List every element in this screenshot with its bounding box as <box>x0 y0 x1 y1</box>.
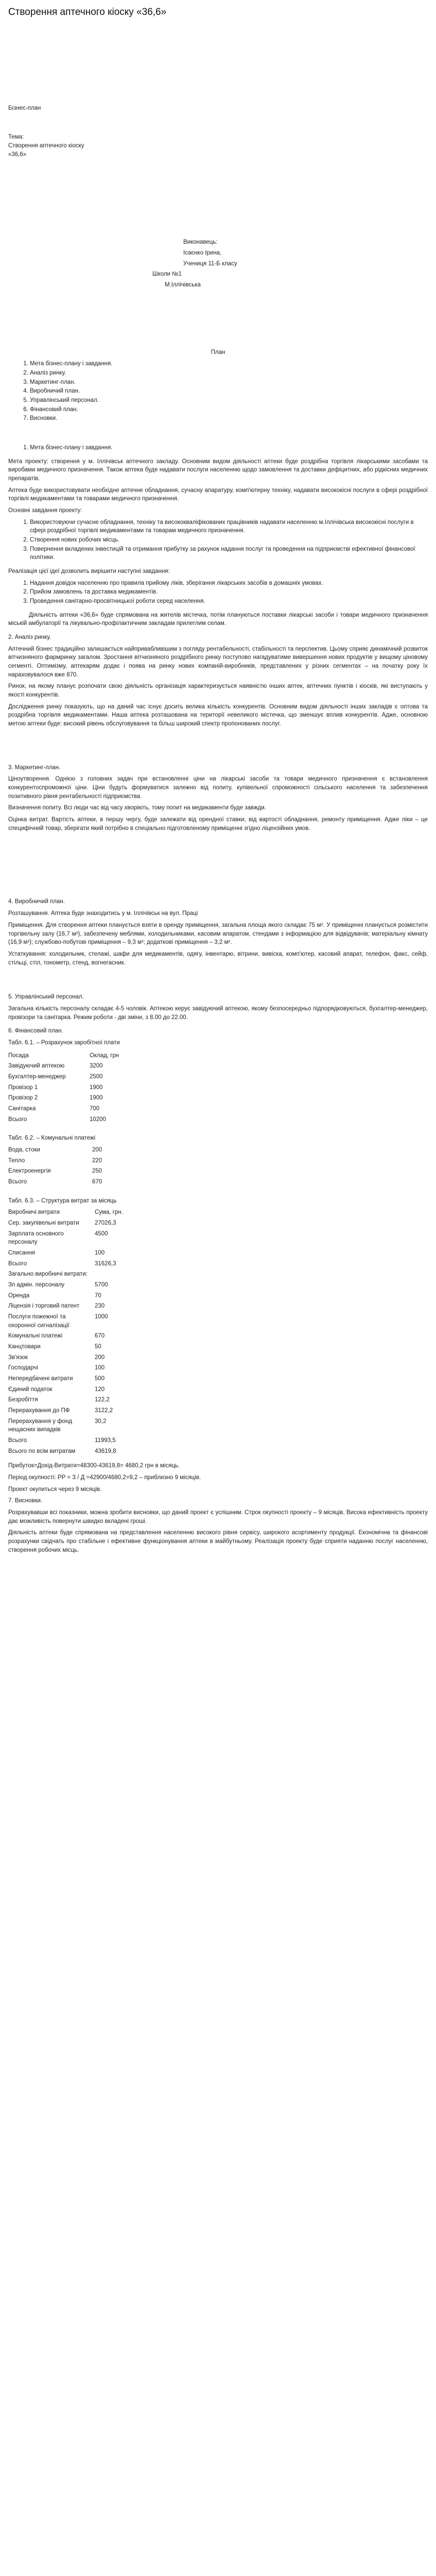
table-cell: 122,2 <box>95 1397 110 1403</box>
table-header-row <box>8 1050 123 1061</box>
table-cell: Сума, грн. <box>95 1209 123 1216</box>
table-row <box>8 1331 127 1342</box>
section4-paragraph: Розташування. Аптека буде знаходитись у м. Іллічівськ на вул. Праці <box>8 910 198 917</box>
section3-paragraph: Ціноутворення. Однією з головних задач при встановленні ціни на лікарські засоби та товари медичного призначення є встановлення конкурентоспроможної ціни. Ціни будуть формуватися залежно від попиту, купівельної спроможності сільського населення та забезпечення позитивного рівня рентабельності підприємства. <box>8 776 428 800</box>
table-row <box>8 1072 123 1082</box>
section7-paragraph: Діяльність аптеки буде спрямована на представлення населенню високого рівня сервісу, широкого асортименту продукції. Економічна та фінансові розрахунки свідчать про стабільне і ефективне функціонування аптеки в майбутньому. Реалізація проекту буде сприяти наданню послуг населенню, створення робочих місць. <box>8 1530 428 1553</box>
table-row <box>8 1259 127 1269</box>
table-row <box>8 1145 106 1156</box>
table-cell: Електроенергія <box>8 1168 51 1175</box>
table-cell: 670 <box>95 1333 105 1340</box>
table-cell: 1900 <box>90 1084 103 1091</box>
table-cell: Комунальні платежі <box>8 1333 63 1340</box>
table-cell: Зарплата основного персоналу <box>8 1230 64 1246</box>
section1-realization-list <box>8 579 428 606</box>
table-cell: 100 <box>95 1365 105 1371</box>
section2-paragraph: Аптечний бізнес традиційно залишається найпривабливішим з погляду рентабельності, стабільності та перспектив. Цьому сприяє динамічний розвиток вітчизняного фармринку загалом. Зростання вітчизняного роздрібного ринку поступово нагадуватиме вивершення нових продуктів у вищому ціновому сегменті. Оптимізму, аптекарям додає і поява на ринку нових компаній-виробників, представлених у різних сегментах – на початку року їх нараховувалося вже 870. <box>8 646 428 678</box>
section1-paragraph: Аптека буде використовувати необхідне аптечне обладнання, сучасну апаратуру, комп'ютерну техніку, надавати висококісні послуги в сфері роздрібної торгівлі медикаментами та товарами медичного призначення. <box>8 487 428 502</box>
table-row <box>8 1156 106 1166</box>
table-row <box>8 1061 123 1072</box>
table-cell: 3122,2 <box>95 1408 113 1414</box>
table-cell: 220 <box>92 1157 102 1164</box>
cover-kind: Бізнес-план <box>8 105 41 111</box>
table-cell: Перерахування до ПФ <box>8 1408 70 1414</box>
section7-paragraph: Розрахувавши всі показники, можна зробити висновки, що даний проект є успішним. Строк окупності проекту – 9 місяців. Висока ефективність проекту дає можливість повернути швидко вкладені гроші. <box>8 1510 428 1524</box>
cover-topic-label: Тема: <box>8 134 24 141</box>
section3-paragraph: Визначення попиту. Всі люди час від часу хворіють, тому попит на медикаменти буде завжди. <box>8 805 266 811</box>
utilities-table <box>8 1145 106 1188</box>
table-row <box>8 1435 127 1446</box>
table-cell: 11993,5 <box>95 1437 116 1444</box>
table-cell: Всього по всім витратам <box>8 1448 76 1454</box>
salary-table <box>8 1050 123 1125</box>
author-name: Ісаєнко Ірина, <box>183 249 222 256</box>
table-cell: 31626,3 <box>95 1260 116 1267</box>
table-row <box>8 1352 127 1363</box>
section1-tasks-list <box>8 518 428 562</box>
table-cell: 200 <box>92 1146 102 1153</box>
author-class: Учениця 11-Б класу <box>183 260 237 267</box>
table-row <box>8 1395 127 1405</box>
plan-heading: План <box>211 349 225 355</box>
section1-realization-item: 2. Прийом замовлень та доставка медикаментів. <box>30 588 428 597</box>
table-cell: 70 <box>95 1292 101 1299</box>
table-cell: Всього <box>8 1116 27 1123</box>
table-row <box>8 1104 123 1114</box>
section4-paragraph: Устаткування: холодильник, стелажі, шафи для медикаментів, одягу, інвентарю, вітрини, вивіска, комп'ютер, касовий апарат, телефон, факс, сейф, стільці, стіл, тонометр, стенд, вогнегасник. <box>8 951 428 966</box>
payback-line: Період окупності: PP = З / Д =42900/4680,2=9,2 – приблизно 9 місяців. <box>8 1475 201 1481</box>
table-row <box>8 1363 127 1374</box>
table-row <box>8 1177 106 1188</box>
plan-item: 1. Мета бізнес-плану і завдання. <box>30 360 428 368</box>
table-row <box>8 1342 127 1352</box>
table-row <box>8 1416 127 1435</box>
plan-item: 7. Висновки. <box>30 414 428 423</box>
section2-heading: 2. Аналіз ринку. <box>8 634 51 641</box>
table-cell: 1000 <box>95 1314 108 1320</box>
table-cell: 3200 <box>90 1063 103 1070</box>
table-cell: 1900 <box>90 1095 103 1101</box>
plan-item: 2. Аналіз ринку. <box>30 369 428 378</box>
table-cell: 2500 <box>90 1073 103 1080</box>
table-cell: Провізор 1 <box>8 1084 38 1091</box>
table-cell: 250 <box>92 1168 102 1175</box>
section3-heading: 3. Маркетинг-план. <box>8 764 61 771</box>
table-subheading-row <box>8 1269 127 1280</box>
table-row <box>8 1301 127 1312</box>
section1-task: 3. Повернення вкладених інвестицій та отримання прибутку за рахунок надання послуг та проведення на підприємстві ефективної фінансової політики. <box>30 545 428 562</box>
table-cell: Санітарка <box>8 1105 36 1112</box>
table-cell: 700 <box>90 1105 100 1112</box>
section5-paragraph: Загальна кількість персоналу складає 4-5 чоловік. Аптекою керує завідуючий аптекою, якому безпосередньо підпорядковуються, бухгалтер-менеджер, провізори та санітарка. Режим роботи - дві зміни, з 8.00 до 22.00. <box>8 1005 428 1021</box>
table-row <box>8 1082 123 1093</box>
author-exec-label: Виконавець: <box>183 239 218 246</box>
table-header-cell: Посада <box>8 1052 29 1059</box>
table-cell: 670 <box>92 1178 102 1185</box>
table-cell: Зв'язок <box>8 1354 28 1361</box>
author-city: М.Іллічівська <box>165 281 201 288</box>
section5-heading: 5. Управлінський персонал. <box>8 994 84 1001</box>
table-cell: Єдиний податок <box>8 1386 53 1393</box>
profit-line: Прибуток=Дохід-Витрати=48300-43619,8= 4680,2 грн в місяць. <box>8 1463 180 1469</box>
author-block <box>152 238 428 289</box>
author-school: Школи №1 <box>152 271 182 278</box>
section7-heading: 7. Висновки. <box>8 1498 43 1504</box>
document-title: Створення аптечного кіоску «36,6» <box>8 7 167 18</box>
section1-tasks-label: Основні завдання проекту: <box>8 507 82 514</box>
table-cell: Безробіття <box>8 1397 38 1403</box>
table-cell: 30,2 <box>95 1418 107 1425</box>
table-row <box>8 1384 127 1395</box>
table-cell: Списання <box>8 1249 36 1256</box>
table-cell: Всього <box>8 1260 27 1267</box>
table-cell: 200 <box>95 1354 105 1361</box>
payback-summary: Проект окупиться через 9 місяців. <box>8 1486 102 1493</box>
table-row <box>8 1207 127 1218</box>
table-cell: Всього <box>8 1437 27 1444</box>
cover-topic-line2: «36,6» <box>8 151 27 158</box>
expenses-table <box>8 1207 127 1456</box>
table-row <box>8 1291 127 1301</box>
plan-item: 4. Виробничий план. <box>30 387 428 396</box>
table-cell: Зп адмін. персоналу <box>8 1281 65 1288</box>
table-cell: 5700 <box>95 1281 108 1288</box>
table-cell: Всього <box>8 1178 27 1185</box>
table-cell: Перерахування у фонд нещасних випадків <box>8 1418 73 1433</box>
table3-caption: Табл. 6.3. – Структура витрат за місяць <box>8 1197 117 1204</box>
cover-topic-line1: Створення аптечного кіоску <box>8 142 84 149</box>
cover-block <box>8 27 428 159</box>
section2-paragraph: Дослідження ринку показують, що на даний час існує досить велика кількість конкурентів. Основним видом діяльності інших закладів є оптова та роздрібна торгівля медикаментами. Наша аптека розташована на території невеликого містечка, що зменшує вплив конкурентів. Адже, основною метою аптеки буде: високий рівень обслуговування та більш широкий спектр пропонованих послуг. <box>8 703 428 727</box>
table1-caption: Табл. 6.1. – Розрахунок заробітної плати <box>8 1039 120 1046</box>
table-cell: Послуги пожежної та охоронної сигналізації <box>8 1314 69 1329</box>
table-row <box>8 1374 127 1384</box>
section6-heading: 6. Фінансовий план. <box>8 1028 63 1035</box>
table-cell: Непередбачені витрати <box>8 1376 73 1382</box>
table-cell: Сер. закупівельні витрати <box>8 1219 79 1226</box>
section1-realization-label: Реалізація цієї ідеї дозволить вирішити наступні завдання: <box>8 568 170 575</box>
section1-task: 2. Створення нових робочих місць. <box>30 536 428 545</box>
table-cell: Канцтовари <box>8 1344 41 1350</box>
plan-item: 5. Управлінський персонал. <box>30 396 428 405</box>
table-cell: 27026,3 <box>95 1219 116 1226</box>
table-row <box>8 1229 127 1248</box>
table-cell: 10200 <box>90 1116 106 1123</box>
section1-paragraph: Діяльність аптеки «36,6» буде спрямована на жителів містечка, потім плануються поставки лікарські засоби і товари медичного призначення міській амбулаторії та лікувально-профілактичним закладам прилеглим селам. <box>8 612 428 627</box>
table-cell: Провізор 2 <box>8 1095 38 1101</box>
section3-paragraph: Оцінка витрат. Вартість аптеки, в першу чергу, буде залежати від орендної ставки, від вартості обладнання, ремонту приміщення. Адже ліки – це специфічний товар, зберігати який потрібно в спеціально підготовленому приміщенні згідно ліцензійних умов. <box>8 817 428 832</box>
table-cell: Господарчі <box>8 1365 38 1371</box>
section4-heading: 4. Виробничий план. <box>8 899 65 905</box>
table-row <box>8 1248 127 1259</box>
plan-item: 3. Маркетинг-план. <box>30 378 428 387</box>
table-row <box>8 1446 127 1457</box>
section2-paragraph: Ринок, на якому планує розпочати свою діяльність організація характеризується наявністю інших аптек, аптечних пунктів і кіосків, які виступають у якості конкурентів. <box>8 683 428 699</box>
table-cell: Бухгалтер-менеджер <box>8 1073 66 1080</box>
table-cell: 500 <box>95 1376 105 1382</box>
table-cell: 230 <box>95 1303 105 1310</box>
table-cell: 50 <box>95 1344 101 1350</box>
section1-realization-item: 1. Надання довідок населенню про правила прийому ліків, зберігання лікарських засобів в домашніх умовах. <box>30 579 428 588</box>
table2-caption: Табл. 6.2. – Комунальні платежі <box>8 1135 96 1142</box>
table-cell: 4500 <box>95 1230 108 1237</box>
table-row <box>8 1405 127 1416</box>
table-cell: Ліцензія і торговий патент <box>8 1303 80 1310</box>
table-row <box>8 1218 127 1229</box>
table-row <box>8 1280 127 1291</box>
section1-heading-list <box>8 444 428 452</box>
table-cell: 120 <box>95 1386 105 1393</box>
table-header-cell: Оклад, грн <box>90 1052 119 1059</box>
table-cell: 43619,8 <box>95 1448 116 1454</box>
table-row <box>8 1114 123 1125</box>
section4-paragraph: Приміщення. Для створення аптеки планується взяти в оренду приміщення, загальна площа якого складає 75 м². У приміщенні планується розмістити торгівельну залу (16,7 м²), забезпечену меблями, холодильниками, касовим апаратом, стендами з інформацією для відвідувачів; матеріальну кімнату (16,9 м²); службово-побутові приміщення – 9,3 м²; додаткові приміщення – 3,2 м². <box>8 922 428 946</box>
section1-heading: 1. Мета бізнес-плану і завдання. <box>30 444 428 452</box>
table-row <box>8 1093 123 1104</box>
table-cell: 100 <box>95 1249 105 1256</box>
table-row <box>8 1312 127 1331</box>
table-cell: Вода, стоки <box>8 1146 41 1153</box>
plan-item: 6. Фінансовий план. <box>30 405 428 414</box>
section1-realization-item: 3. Проведення санітарно-просвітницької роботи серед населення. <box>30 597 428 606</box>
table-row <box>8 1166 106 1177</box>
table-cell: Тепло <box>8 1157 25 1164</box>
table-cell: Завідуючий аптекою <box>8 1063 65 1070</box>
plan-list <box>8 360 428 423</box>
section1-paragraph: Мета проекту: створення у м. Іллічівськ аптечного закладу. Основним видом діяльності аптеки буде роздрібна торгівля лікарськими засобами та виробами медичного призначення. Також аптека буде надавати послуги населенню щодо замовлення та доставки дефіцитних, або рідкісних медичних препаратів. <box>8 458 428 482</box>
table-cell: Виробничі витрати <box>8 1209 60 1216</box>
section1-task: 1. Використовуючи сучасне обладнання, техніку та висококваліфікованих працівників надавати населенню м.Іллічівська висококісні послуги в сфері роздрібної торгівлі медикаментами та товарам медичного призначення. <box>30 518 428 535</box>
table-cell: Оренда <box>8 1292 30 1299</box>
table-subheading: Загально виробничі витрати: <box>8 1271 88 1278</box>
